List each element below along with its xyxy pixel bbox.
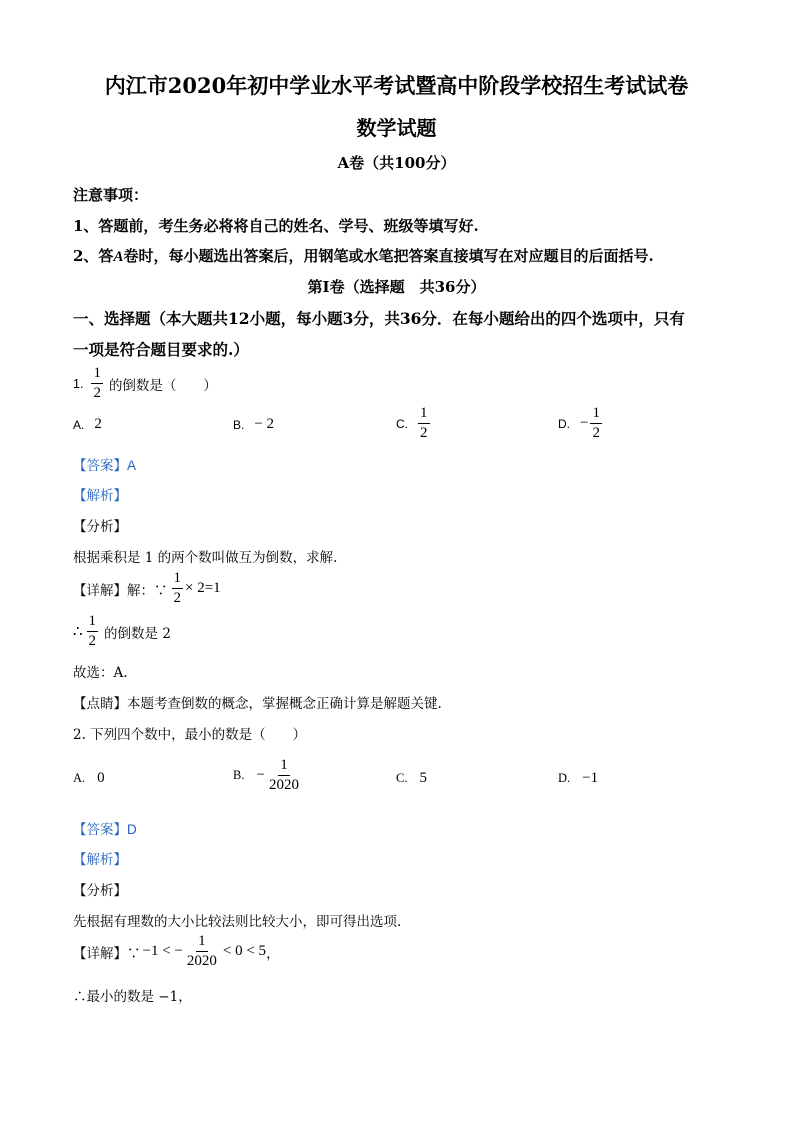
- option-b-value: − 2: [254, 416, 275, 432]
- fraction-numerator: 1: [278, 758, 290, 776]
- question-1-answer: [73, 454, 136, 474]
- detail-inequality-right: < 0 < 5: [222, 943, 267, 959]
- question-2-option-d[interactable]: [558, 770, 598, 787]
- option-b-label: B.: [233, 768, 245, 782]
- answer-value: A: [127, 458, 137, 473]
- option-d-label: D.: [558, 771, 571, 785]
- option-d-fraction: [590, 406, 602, 441]
- document-subtitle: 数学试题: [356, 116, 437, 140]
- fraction-denominator: 2: [592, 425, 600, 441]
- notes-item-2-emphasis: A: [113, 249, 124, 265]
- question-1-stem-tail: 的倒数是（ ）: [108, 377, 217, 394]
- question-1-dianjing: 【点睛】本题考查倒数的概念，掌握概念正确计算是解题关键.: [73, 696, 442, 712]
- question-2-option-b[interactable]: [233, 758, 301, 793]
- detail-tag: 【详解】∵: [73, 945, 141, 962]
- fraction-numerator: 1: [590, 406, 602, 424]
- option-b-sign: −: [256, 767, 265, 783]
- detail-inequality-left: −1 < −: [142, 943, 183, 959]
- fraction-denominator: 2: [88, 633, 97, 649]
- question-2-stem: 2. 下列四个数中，最小的数是（ ）: [73, 727, 307, 743]
- question-2-option-c[interactable]: [396, 770, 427, 787]
- fraction-numerator: 1: [91, 366, 103, 384]
- fraction-denominator: 2020: [268, 777, 299, 793]
- detail-tail: × 2=1: [185, 580, 221, 596]
- question-1-option-a[interactable]: [73, 416, 102, 433]
- question-1-option-b[interactable]: [233, 416, 274, 433]
- option-d-value: −1: [582, 770, 599, 786]
- option-c-label: C.: [396, 771, 408, 785]
- document-title: 内江市2020年初中学业水平考试暨高中阶段学校招生考试试卷: [104, 73, 689, 98]
- part1-intro-line1: 一、选择题（本大题共12小题，每小题3分，共36分．在每小题给出的四个选项中，只有: [73, 309, 685, 328]
- question-1-fenxi: 【分析】: [73, 519, 127, 535]
- option-b-fraction: [267, 758, 301, 793]
- question-1-therefore: [73, 614, 171, 649]
- option-a-value: 0: [97, 770, 105, 786]
- question-1-option-c[interactable]: [396, 406, 430, 441]
- fraction-numerator: 1: [196, 934, 208, 952]
- fraction-denominator: 2: [173, 590, 181, 606]
- question-2-fenxi: 【分析】: [73, 883, 127, 899]
- question-1-jiexi: 【解析】: [73, 488, 127, 503]
- question-2-conclusion: ∴最小的数是 −1，: [73, 989, 192, 1005]
- question-1-fraction: [91, 366, 103, 401]
- option-b-label: B.: [233, 417, 245, 432]
- fraction-numerator: 1: [418, 406, 430, 424]
- fraction-denominator: 2: [93, 385, 101, 401]
- detail-fraction: [172, 571, 184, 606]
- option-a-label: A.: [73, 771, 86, 785]
- therefore-sign: ∴: [73, 624, 83, 640]
- question-1-stem: [73, 366, 217, 401]
- option-c-label: C.: [396, 416, 408, 431]
- option-d-label: D.: [558, 416, 570, 431]
- question-1-option-d[interactable]: [558, 406, 602, 441]
- question-2-jiexi: 【解析】: [73, 852, 127, 867]
- question-1-choose: 故选：A.: [73, 665, 128, 681]
- fraction-numerator: 1: [172, 571, 184, 589]
- fraction-denominator: 2020: [186, 953, 217, 969]
- notes-item-1: 1、答题前，考生务必将将自己的姓名、学号、班级等填写好.: [73, 217, 479, 235]
- detail-end: ，: [266, 945, 280, 962]
- notes-item-2: [73, 245, 654, 266]
- fraction-denominator: 2: [420, 425, 428, 441]
- question-1-detail: [73, 571, 221, 606]
- answer-tag: 【答案】: [73, 458, 127, 473]
- detail-tag: 【详解】解：∵: [73, 582, 168, 599]
- answer-value: D: [127, 822, 137, 837]
- option-c-value: 5: [419, 770, 427, 786]
- question-1-number: 1.: [73, 376, 84, 391]
- answer-tag: 【答案】: [73, 822, 127, 837]
- option-a-value: 2: [94, 416, 102, 432]
- therefore-tail: 的倒数是 2: [104, 625, 171, 642]
- fraction-numerator: 1: [87, 614, 99, 632]
- notes-item-2-post: 卷时，每小题选出答案后，用钢笔或水笔把答案直接填写在对应题目的后面括号.: [123, 247, 654, 265]
- part1-title: 第Ⅰ卷（选择题 共36分）: [307, 278, 486, 296]
- question-1-fenxi-text: 根据乘积是 1 的两个数叫做互为倒数，求解.: [73, 550, 338, 566]
- detail-fraction: [185, 934, 219, 969]
- therefore-fraction: [87, 614, 99, 649]
- notes-heading: 注意事项：: [73, 186, 149, 204]
- notes-item-2-pre: 2、答: [73, 247, 114, 265]
- question-2-answer: [73, 818, 137, 838]
- question-2-fenxi-text: 先根据有理数的大小比较法则比较大小，即可得出选项.: [73, 914, 402, 930]
- option-c-fraction: [418, 406, 430, 441]
- part1-intro-line2: 一项是符合题目要求的.）: [73, 340, 249, 359]
- option-d-sign: −: [580, 415, 589, 431]
- question-2-detail: [73, 934, 280, 969]
- question-2-option-a[interactable]: [73, 770, 105, 787]
- option-a-label: A.: [73, 417, 85, 432]
- section-a-heading: A卷（共100分）: [337, 154, 456, 172]
